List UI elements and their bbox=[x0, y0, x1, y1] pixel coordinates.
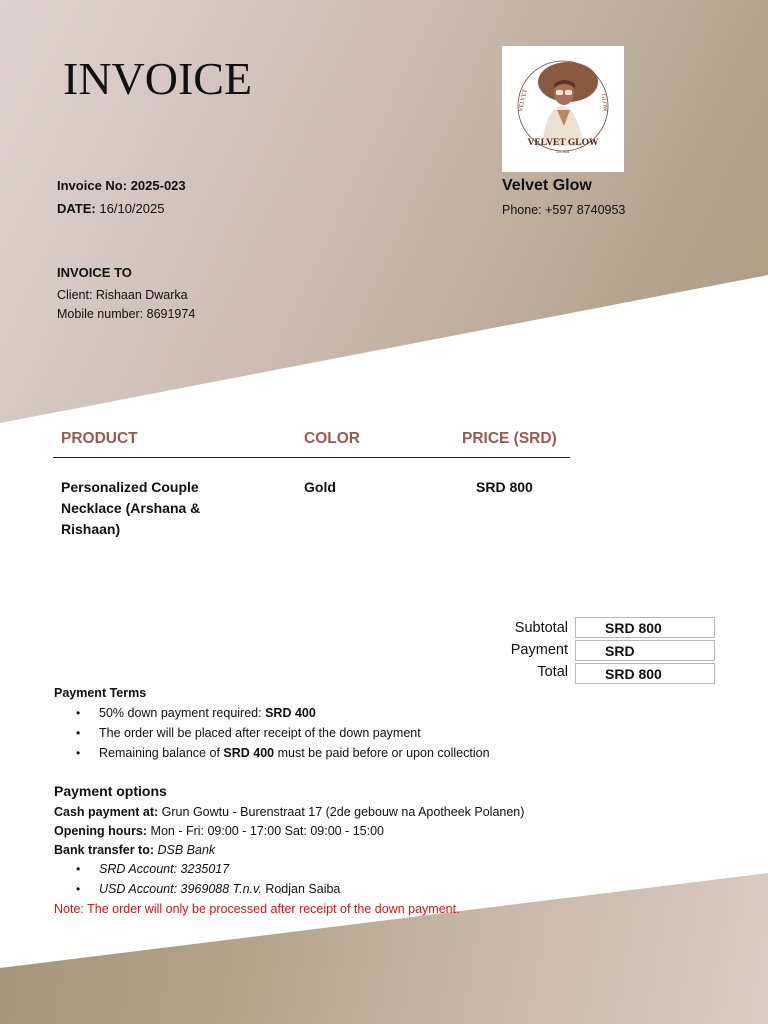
table-header-price: PRICE (SRD) bbox=[462, 430, 557, 447]
opening-hours-line: Opening hours: Mon - Fri: 09:00 - 17:00 Sat: 09:00 - 15:00 bbox=[54, 824, 385, 838]
product-name-line: Rishaan) bbox=[61, 521, 121, 537]
logo-arc-text-left: VELVET bbox=[518, 88, 529, 113]
subtotal-value: SRD 800 bbox=[575, 617, 715, 638]
cash-payment-line: Cash payment at: Grun Gowtu - Burenstraat 17 (2de gebouw na Apotheek Polanen) bbox=[54, 805, 525, 819]
page-title: INVOICE bbox=[63, 53, 253, 104]
logo-est: est. 2024 bbox=[556, 150, 570, 154]
table-divider bbox=[53, 457, 570, 458]
payment-value: SRD bbox=[575, 640, 715, 661]
bank-accounts-list bbox=[54, 859, 340, 899]
payment-terms-list bbox=[54, 703, 490, 763]
list-item: • SRD Account: 3235017 bbox=[54, 859, 340, 879]
list-item: • USD Account: 3969088 T.n.v. Rodjan Saiba bbox=[54, 879, 340, 899]
subtotal-label: Subtotal bbox=[514, 620, 568, 636]
product-name-line: Necklace (Arshana & bbox=[61, 500, 201, 516]
payment-label: Payment bbox=[510, 642, 568, 658]
invoice-number-value: 2025-023 bbox=[130, 178, 186, 193]
invoice-to-heading: INVOICE TO bbox=[57, 265, 132, 280]
list-item: • Remaining balance of SRD 400 must be paid before or upon collection bbox=[54, 743, 490, 763]
payment-terms-heading: Payment Terms bbox=[54, 686, 147, 700]
client-name: Client: Rishaan Dwarka bbox=[57, 288, 188, 302]
invoice-date-label: DATE: bbox=[57, 201, 96, 216]
payment-options-heading: Payment options bbox=[54, 783, 167, 799]
product-color: Gold bbox=[304, 479, 336, 495]
list-item: • 50% down payment required: SRD 400 bbox=[54, 703, 490, 723]
brand-logo bbox=[502, 46, 624, 172]
product-price: SRD 800 bbox=[476, 479, 533, 495]
total-value: SRD 800 bbox=[575, 663, 715, 684]
brand-name: Velvet Glow bbox=[502, 177, 592, 194]
bank-transfer-line: Bank transfer to: DSB Bank bbox=[54, 843, 216, 857]
list-item: • The order will be placed after receipt of the down payment bbox=[54, 723, 490, 743]
invoice-number bbox=[57, 178, 186, 194]
processing-note: Note: The order will only be processed after receipt of the down payment. bbox=[54, 902, 460, 916]
table-header-product: PRODUCT bbox=[61, 430, 138, 447]
table-header-color: COLOR bbox=[304, 430, 360, 447]
table-row bbox=[61, 477, 200, 540]
brand-phone: Phone: +597 8740953 bbox=[502, 203, 626, 217]
invoice-number-label: Invoice No: bbox=[57, 178, 128, 193]
logo-name: VELVET GLOW bbox=[527, 138, 599, 148]
total-label: Total bbox=[537, 664, 568, 680]
invoice-date bbox=[57, 201, 164, 217]
invoice-date-value: 16/10/2025 bbox=[99, 201, 165, 216]
client-mobile: Mobile number: 8691974 bbox=[57, 307, 196, 321]
logo-arc-text-right: GLOW bbox=[600, 93, 608, 113]
logo-illustration-icon bbox=[502, 46, 624, 172]
product-name-line: Personalized Couple bbox=[61, 479, 199, 495]
